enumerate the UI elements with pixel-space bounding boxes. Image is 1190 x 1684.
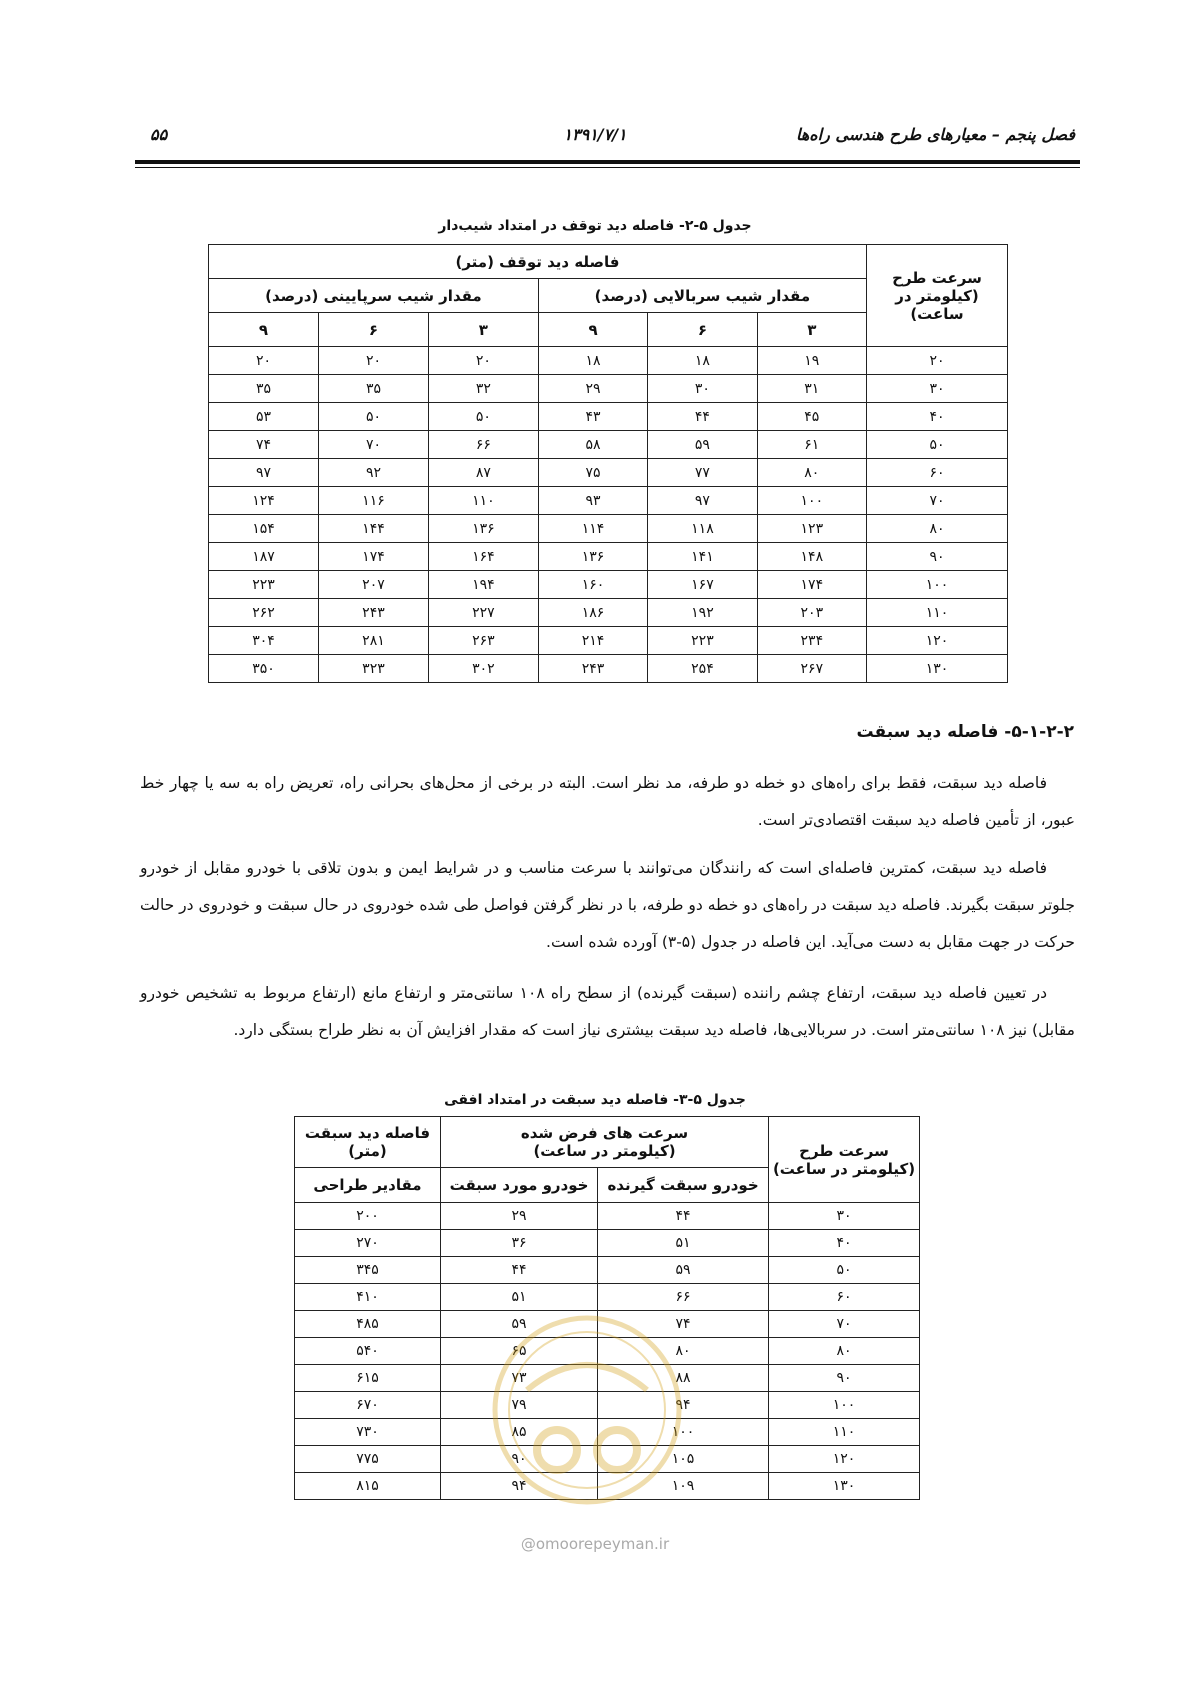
value-cell: ۱۰۹ [598, 1473, 769, 1500]
distance-cell: ۵۹ [648, 431, 757, 459]
distance-cell: ۵۰ [428, 403, 538, 431]
value-cell: ۱۰۰ [598, 1419, 769, 1446]
table-row [295, 1392, 920, 1419]
value-cell: ۹۴ [598, 1392, 769, 1419]
value-cell: ۹۴ [441, 1473, 598, 1500]
distance-cell: ۱۴۴ [319, 515, 429, 543]
distance-cell: ۱۷۴ [319, 543, 429, 571]
value-cell: ۶۱۵ [295, 1365, 441, 1392]
grade-header: ۶ [648, 313, 757, 347]
speed-cell: ۹۰ [867, 543, 1008, 571]
distance-cell: ۱۱۸ [648, 515, 757, 543]
t2-speed-header [769, 1117, 920, 1203]
value-cell: ۸۸ [598, 1365, 769, 1392]
distance-cell: ۸۰ [757, 459, 866, 487]
distance-cell: ۶۱ [757, 431, 866, 459]
distance-cell: ۴۳ [538, 403, 647, 431]
distance-cell: ۵۳ [209, 403, 319, 431]
distance-cell: ۳۲ [428, 375, 538, 403]
distance-cell: ۷۴ [209, 431, 319, 459]
page-number: ۵۵ [150, 125, 168, 144]
distance-cell: ۱۶۷ [648, 571, 757, 599]
distance-cell: ۳۱ [757, 375, 866, 403]
value-cell: ۴۸۵ [295, 1311, 441, 1338]
distance-cell: ۲۶۲ [209, 599, 319, 627]
value-cell: ۷۴ [598, 1311, 769, 1338]
table-row [209, 655, 1008, 683]
distance-cell: ۱۸ [538, 347, 647, 375]
value-cell: ۷۳۰ [295, 1419, 441, 1446]
paragraph-3: در تعیین فاصله دید سبقت، ارتفاع چشم راننده (سبقت گیرنده) از سطح راه ۱۰۸ سانتی‌متر و ارتفاع مانع (ارتفاع مربوط به تشخیص خودرو مقابل) نیز ۱۰۸ سانتی‌متر است. در سربالایی‌ها، فاصله دید سبقت بیشتری نیاز است که مقدار افزایش آن به نظر طراح بستگی دارد. [140, 984, 1075, 1039]
distance-cell: ۲۰۳ [757, 599, 866, 627]
speed-cell: ۱۰۰ [769, 1392, 920, 1419]
distance-cell: ۱۴۱ [648, 543, 757, 571]
distance-cell: ۳۰۲ [428, 655, 538, 683]
distance-cell: ۱۱۴ [538, 515, 647, 543]
watermark-url: @omoorepeyman.ir [520, 1535, 670, 1553]
table-row [295, 1473, 920, 1500]
distance-cell: ۱۸۷ [209, 543, 319, 571]
table-row [209, 459, 1008, 487]
t2-speed-line2: (کیلومتر در ساعت) [772, 1159, 916, 1178]
speed-cell: ۳۰ [769, 1203, 920, 1230]
distance-cell: ۱۵۴ [209, 515, 319, 543]
value-cell: ۴۴ [598, 1203, 769, 1230]
distance-cell: ۱۳۶ [538, 543, 647, 571]
value-cell: ۵۹ [598, 1257, 769, 1284]
table-row [209, 403, 1008, 431]
distance-cell: ۲۴۳ [319, 599, 429, 627]
distance-cell: ۲۹ [538, 375, 647, 403]
paragraph-1: فاصله دید سبقت، فقط برای راه‌های دو خطه دو طرفه، مد نظر است. البته در برخی از محل‌های بحرانی راه، تعریض راه به سه یا چهار خط عبور، از تأمین فاصله دید سبقت اقتصادی‌تر است. [140, 774, 1075, 829]
distance-cell: ۸۷ [428, 459, 538, 487]
distance-cell: ۱۸۶ [538, 599, 647, 627]
uphill-header: مقدار شیب سربالایی (درصد) [538, 279, 866, 313]
speed-cell: ۹۰ [769, 1365, 920, 1392]
grade-header: ۹ [538, 313, 647, 347]
value-cell: ۷۷۵ [295, 1446, 441, 1473]
value-cell: ۳۴۵ [295, 1257, 441, 1284]
distance-cell: ۴۵ [757, 403, 866, 431]
distance-cell: ۱۱۶ [319, 487, 429, 515]
value-cell: ۸۰ [598, 1338, 769, 1365]
value-cell: ۷۳ [441, 1365, 598, 1392]
header-date: ۱۳۹۱/۷/۱ [563, 125, 627, 144]
distance-cell: ۲۰ [319, 347, 429, 375]
value-cell: ۷۹ [441, 1392, 598, 1419]
speed-cell: ۷۰ [867, 487, 1008, 515]
speed-cell: ۷۰ [769, 1311, 920, 1338]
table-row [209, 347, 1008, 375]
value-cell: ۸۱۵ [295, 1473, 441, 1500]
table-row [209, 571, 1008, 599]
paragraph-2: فاصله دید سبقت، کمترین فاصله‌ای است که رانندگان می‌توانند با سرعت مناسب و در شرایط ایمن و بدون تلاقی با خودرو مقابل از خودرو جلوتر سبقت بگیرند. فاصله دید سبقت در راه‌های دو خطه دو طرفه، با در نظر گرفتن فواصل طی شده خودروی در حال سبقت و خودروی در حالت حرکت در جهت مقابل به دست می‌آید. این فاصله در جدول (۵-۳) آورده شده است. [140, 859, 1075, 951]
speed-cell: ۱۲۰ [867, 627, 1008, 655]
speed-cell: ۱۱۰ [867, 599, 1008, 627]
distance-cell: ۵۸ [538, 431, 647, 459]
speed-cell: ۱۱۰ [769, 1419, 920, 1446]
value-cell: ۴۴ [441, 1257, 598, 1284]
overtaking-vehicle-header: خودرو سبقت گیرنده [598, 1168, 769, 1203]
speed-header-line2: (کیلومتر در ساعت) [895, 286, 979, 323]
grade-header: ۶ [319, 313, 429, 347]
table-row [209, 543, 1008, 571]
grade-header: ۹ [209, 313, 319, 347]
value-cell: ۴۱۰ [295, 1284, 441, 1311]
table-row [295, 1203, 920, 1230]
value-cell: ۵۹ [441, 1311, 598, 1338]
value-cell: ۸۵ [441, 1419, 598, 1446]
speed-cell: ۸۰ [769, 1338, 920, 1365]
assumed-speeds-header [441, 1117, 769, 1168]
speed-cell: ۱۲۰ [769, 1446, 920, 1473]
distance-cell: ۷۵ [538, 459, 647, 487]
t2-speed-line1: سرعت طرح [799, 1141, 889, 1160]
header-rule-thin [135, 167, 1080, 168]
distance-cell: ۱۰۰ [757, 487, 866, 515]
assumed-line1: سرعت های فرض شده [520, 1124, 689, 1142]
speed-cell: ۱۰۰ [867, 571, 1008, 599]
value-cell: ۵۱ [441, 1284, 598, 1311]
table-row [209, 627, 1008, 655]
speed-cell: ۱۳۰ [867, 655, 1008, 683]
distance-cell: ۳۵۰ [209, 655, 319, 683]
distance-cell: ۲۲۳ [648, 627, 757, 655]
distance-cell: ۲۸۱ [319, 627, 429, 655]
distance-cell: ۶۶ [428, 431, 538, 459]
stopping-sight-distance-table [208, 244, 1008, 683]
table-row [295, 1365, 920, 1392]
table-row [295, 1419, 920, 1446]
distance-cell: ۳۲۳ [319, 655, 429, 683]
section-heading: ۵-۱-۲-۲- فاصله دید سبقت [856, 722, 1074, 742]
distance-cell: ۱۳۶ [428, 515, 538, 543]
speed-cell: ۴۰ [867, 403, 1008, 431]
distance-cell: ۲۶۳ [428, 627, 538, 655]
distance-cell: ۱۹۲ [648, 599, 757, 627]
distance-cell: ۷۰ [319, 431, 429, 459]
distance-cell: ۳۵ [319, 375, 429, 403]
distance-cell: ۲۱۴ [538, 627, 647, 655]
speed-header [867, 245, 1008, 347]
grade-header: ۳ [428, 313, 538, 347]
speed-cell: ۶۰ [769, 1284, 920, 1311]
speed-cell: ۲۰ [867, 347, 1008, 375]
distance-cell: ۲۳۴ [757, 627, 866, 655]
table-row [295, 1446, 920, 1473]
downhill-header: مقدار شیب سرپایینی (درصد) [209, 279, 539, 313]
table-row [295, 1230, 920, 1257]
speed-cell: ۶۰ [867, 459, 1008, 487]
distance-cell: ۱۶۰ [538, 571, 647, 599]
distance-cell: ۹۷ [209, 459, 319, 487]
design-values-header: مقادیر طراحی [295, 1168, 441, 1203]
distance-cell: ۹۷ [648, 487, 757, 515]
speed-cell: ۸۰ [867, 515, 1008, 543]
value-cell: ۲۷۰ [295, 1230, 441, 1257]
distance-cell: ۲۰۷ [319, 571, 429, 599]
distance-cell: ۲۵۴ [648, 655, 757, 683]
distance-cell: ۱۴۸ [757, 543, 866, 571]
value-cell: ۶۷۰ [295, 1392, 441, 1419]
value-cell: ۳۶ [441, 1230, 598, 1257]
stop-distance-header: فاصله دید توقف (متر) [209, 245, 867, 279]
speed-cell: ۵۰ [769, 1257, 920, 1284]
distance-cell: ۱۹ [757, 347, 866, 375]
passing-distance-header [295, 1117, 441, 1168]
distance-cell: ۹۳ [538, 487, 647, 515]
table-row [209, 431, 1008, 459]
distance-cell: ۱۲۴ [209, 487, 319, 515]
value-cell: ۵۴۰ [295, 1338, 441, 1365]
distance-cell: ۲۶۷ [757, 655, 866, 683]
table-row [209, 375, 1008, 403]
distance-cell: ۳۰ [648, 375, 757, 403]
value-cell: ۱۰۵ [598, 1446, 769, 1473]
chapter-title: فصل پنجم – معیارهای طرح هندسی راه‌ها [795, 125, 1075, 144]
value-cell: ۲۹ [441, 1203, 598, 1230]
distance-cell: ۱۱۰ [428, 487, 538, 515]
table-row [295, 1257, 920, 1284]
distance-cell: ۲۲۳ [209, 571, 319, 599]
table-row [295, 1311, 920, 1338]
distance-cell: ۹۲ [319, 459, 429, 487]
table-row [209, 487, 1008, 515]
assumed-line2: (کیلومتر در ساعت) [533, 1142, 676, 1160]
speed-cell: ۴۰ [769, 1230, 920, 1257]
distance-line2: (متر) [348, 1142, 387, 1160]
distance-cell: ۷۷ [648, 459, 757, 487]
distance-cell: ۱۹۴ [428, 571, 538, 599]
header-rule [135, 160, 1080, 164]
value-cell: ۶۶ [598, 1284, 769, 1311]
distance-cell: ۱۲۳ [757, 515, 866, 543]
value-cell: ۹۰ [441, 1446, 598, 1473]
speed-header-line1: سرعت طرح [892, 268, 982, 287]
distance-cell: ۵۰ [319, 403, 429, 431]
distance-cell: ۲۰ [428, 347, 538, 375]
distance-cell: ۲۰ [209, 347, 319, 375]
table-row [295, 1284, 920, 1311]
value-cell: ۵۱ [598, 1230, 769, 1257]
speed-cell: ۵۰ [867, 431, 1008, 459]
table-row [209, 515, 1008, 543]
value-cell: ۶۵ [441, 1338, 598, 1365]
passing-sight-distance-table [294, 1116, 920, 1500]
speed-cell: ۳۰ [867, 375, 1008, 403]
table-row [209, 599, 1008, 627]
distance-cell: ۳۵ [209, 375, 319, 403]
distance-cell: ۳۰۴ [209, 627, 319, 655]
speed-cell: ۱۳۰ [769, 1473, 920, 1500]
table-row [295, 1338, 920, 1365]
value-cell: ۲۰۰ [295, 1203, 441, 1230]
grade-header: ۳ [757, 313, 866, 347]
distance-cell: ۱۷۴ [757, 571, 866, 599]
distance-cell: ۱۶۴ [428, 543, 538, 571]
table2-caption: جدول ۵-۳- فاصله دید سبقت در امتداد افقی [444, 1092, 746, 1108]
distance-cell: ۱۸ [648, 347, 757, 375]
table1-caption: جدول ۵-۲- فاصله دید توقف در امتداد شیب‌دار [438, 218, 752, 234]
overtaken-vehicle-header: خودرو مورد سبقت [441, 1168, 598, 1203]
distance-cell: ۲۴۳ [538, 655, 647, 683]
distance-line1: فاصله دید سبقت [304, 1124, 431, 1142]
distance-cell: ۴۴ [648, 403, 757, 431]
distance-cell: ۲۲۷ [428, 599, 538, 627]
